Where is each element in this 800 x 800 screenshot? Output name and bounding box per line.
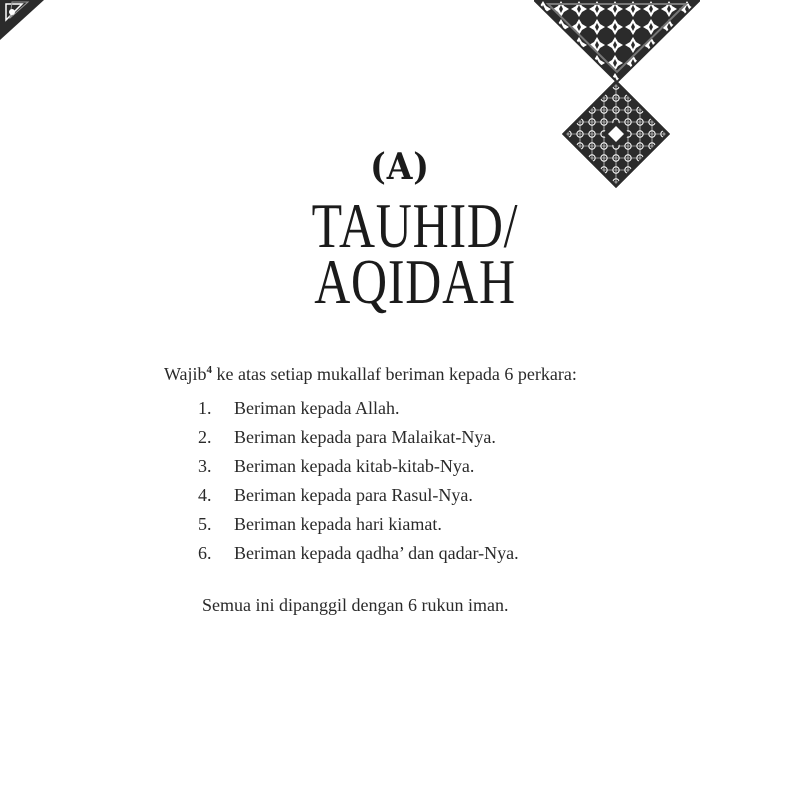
corner-ornament-top-left (0, 0, 44, 40)
intro-text-start: Wajib (164, 364, 207, 384)
list-text: Beriman kepada Allah. (234, 398, 400, 418)
list-item (198, 485, 519, 514)
list-item (198, 543, 519, 572)
chapter-letter: (A) (370, 146, 430, 188)
list-text: Beriman kepada para Malaikat-Nya. (234, 427, 496, 447)
list-number: 4. (198, 485, 212, 505)
list-number: 6. (198, 543, 212, 563)
list-text: Beriman kepada qadha’ dan qadar-Nya. (234, 543, 519, 563)
list-number: 3. (198, 456, 212, 476)
list-item (198, 514, 519, 543)
list-number: 5. (198, 514, 212, 534)
list-text: Beriman kepada para Rasul-Nya. (234, 485, 473, 505)
list-text: Beriman kepada hari kiamat. (234, 514, 442, 534)
intro-paragraph (164, 364, 577, 385)
list-number: 2. (198, 427, 212, 447)
chapter-title-line-2: AQIDAH (314, 246, 516, 317)
list-item (198, 427, 519, 456)
chapter-title (0, 190, 800, 317)
pillars-list (198, 398, 519, 572)
list-text: Beriman kepada kitab-kitab-Nya. (234, 456, 475, 476)
summary-text: Semua ini dipanggil dengan 6 rukun iman. (202, 595, 509, 615)
list-item (198, 398, 519, 427)
list-number: 1. (198, 398, 212, 418)
list-item (198, 456, 519, 485)
footnote-mark[interactable]: 4 (206, 364, 213, 376)
chapter-title-line-1: TAUHID/ (311, 190, 519, 261)
geometric-ornament-top (534, 0, 700, 82)
intro-text-end: ke atas setiap mukallaf beriman kepada 6 perkara: (212, 364, 577, 384)
